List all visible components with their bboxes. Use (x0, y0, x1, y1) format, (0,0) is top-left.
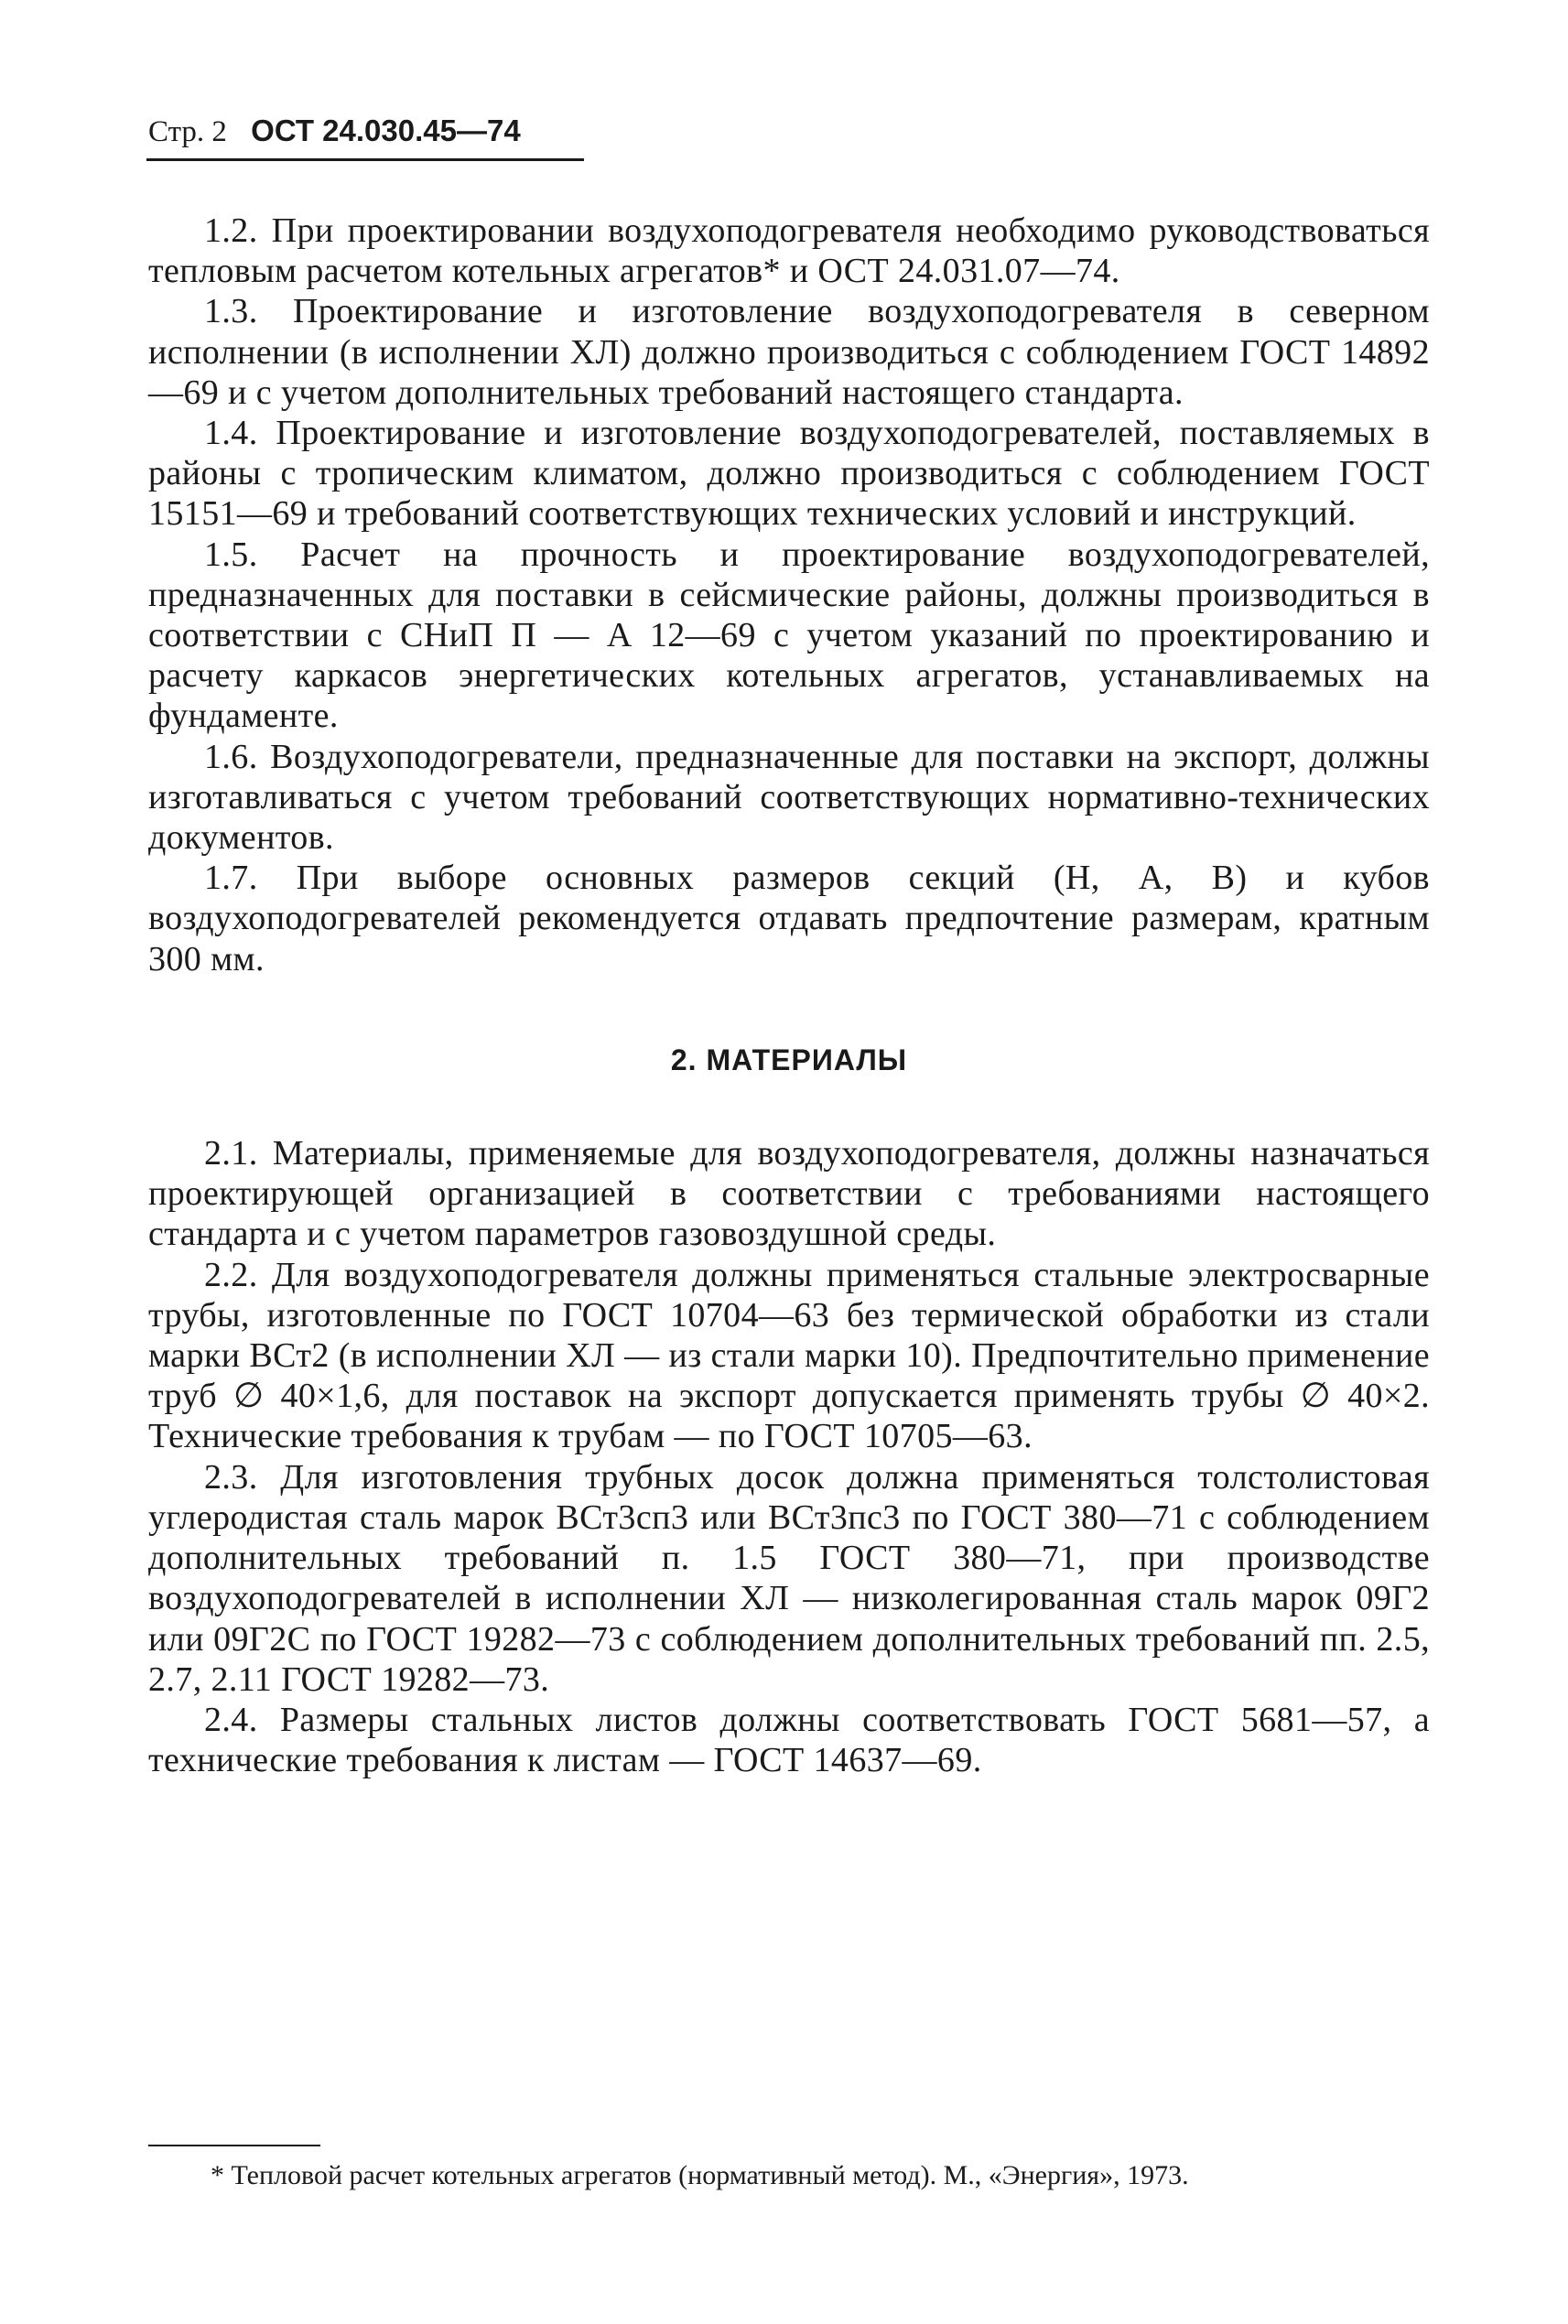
paragraph-2-4: 2.4. Размеры стальных листов должны соответствовать ГОСТ 5681—57, а технические требования к листам — ГОСТ 14637—69. (148, 1700, 1430, 1780)
paragraph-2-3: 2.3. Для изготовления трубных досок должна применяться толстолистовая углеродистая сталь марок ВСт3сп3 или ВСт3пс3 по ГОСТ 380—71 с соблюдением дополнительных требований п. 1.5 ГОСТ 380—71, при производстве воздухоподогревателей в исполнении ХЛ — низколегированная сталь марок 09Г2 или 09Г2С по ГОСТ 19282—73 с соблюдением дополнительных требований пп. 2.5, 2.7, 2.11 ГОСТ 19282—73. (148, 1457, 1430, 1699)
paragraph-1-4: 1.4. Проектирование и изготовление воздухоподогревателей, поставляемых в районы с тропическим климатом, должно производиться с соблюдением ГОСТ 15151—69 и требований соответствующих технических условий и инструкций. (148, 414, 1430, 534)
paragraph-2-2: 2.2. Для воздухоподогревателя должны применяться стальные электросварные трубы, изготовленные по ГОСТ 10704—63 без термической обработки из стали марки ВСт2 (в исполнении ХЛ — из стали марки 10). Предпочтительно применение труб ∅ 40×1,6, для поставок на экспорт допускается применять трубы ∅ 40×2. Технические требования к трубам — по ГОСТ 10705—63. (148, 1255, 1430, 1456)
header-divider (146, 158, 584, 161)
paragraph-1-5: 1.5. Расчет на прочность и проектирование воздухоподогревателей, предназначенных для поставки в сейсмические районы, должны производиться в соответствии с СНиП П — А 12—69 с учетом указаний по проектированию и расчету каркасов энергетических котельных агрегатов, устанавливаемых на фундаменте. (148, 535, 1430, 736)
footnote-divider (148, 2145, 320, 2146)
paragraph-1-3: 1.3. Проектирование и изготовление воздухоподогревателя в северном исполнении (в исполнении ХЛ) должно производиться с соблюдением ГОСТ 14892—69 и с учетом дополнительных требований настоящего стандарта. (148, 292, 1430, 412)
paragraph-1-6: 1.6. Воздухоподогреватели, предназначенные для поставки на экспорт, должны изготавливаться с учетом требований соответствующих нормативно-технических документов. (148, 737, 1430, 858)
page-number: Стр. 2 (148, 115, 227, 148)
footnote: * Тепловой расчет котельных агрегатов (нормативный метод). М., «Энергия», 1973. (211, 2160, 1189, 2190)
paragraph-1-2: 1.2. При проектировании воздухоподогревателя необходимо руководствоваться тепловым расчетом котельных агрегатов* и ОСТ 24.031.07—74. (148, 211, 1430, 291)
section-heading-materials: 2. МАТЕРИАЛЫ (670, 1043, 908, 1076)
document-code: ОСТ 24.030.45—74 (251, 113, 521, 147)
paragraph-1-7: 1.7. При выборе основных размеров секций (Н, А, В) и кубов воздухоподогревателей рекомендуется отдавать предпочтение размерам, кратным 300 мм. (148, 859, 1430, 978)
paragraph-2-1: 2.1. Материалы, применяемые для воздухоподогревателя, должны назначаться проектирующей организацией в соответствии с требованиями настоящего стандарта и с учетом параметров газовоздушной среды. (148, 1134, 1430, 1254)
document-body (148, 211, 1430, 1780)
page-header (148, 113, 521, 149)
